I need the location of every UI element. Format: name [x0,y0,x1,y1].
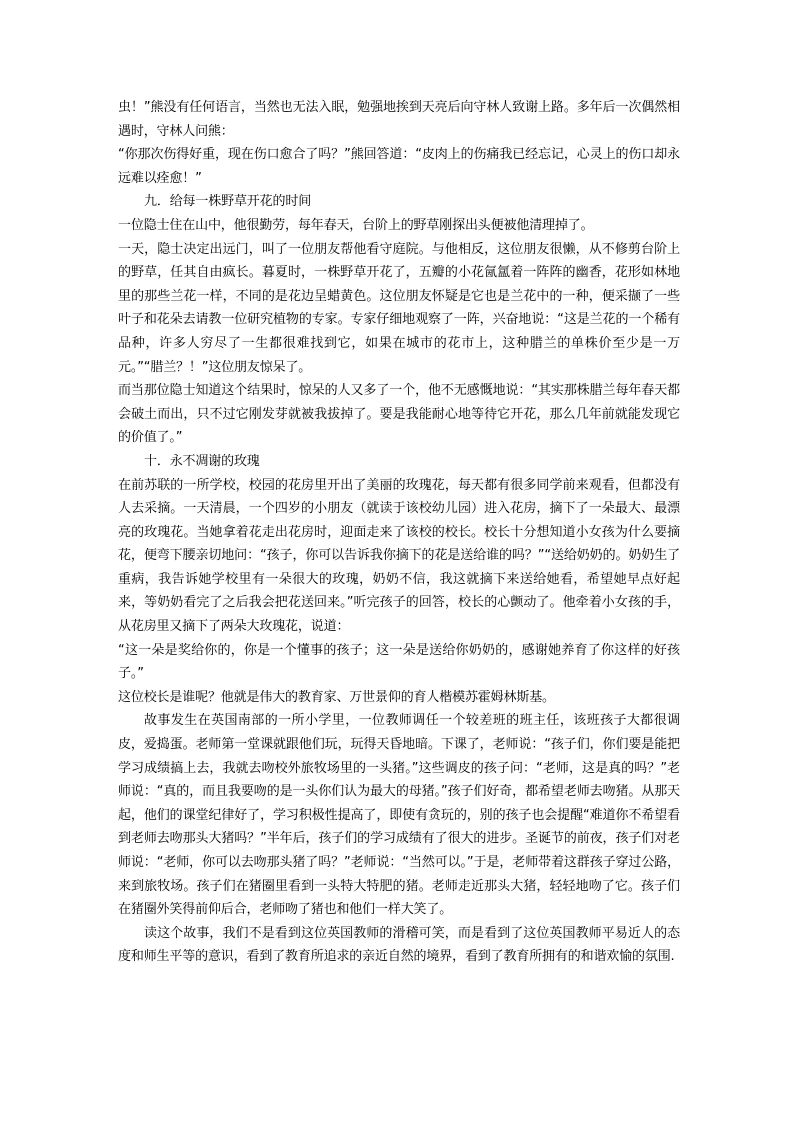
paragraph-hermit-reflection: 而当那位隐士知道这个结果时，惊呆的人又多了一个，他不无感慨地说：“其实那株腊兰每年春天都会破土而出，只不过它刚发芽就被我拔掉了。要是我能耐心地等待它开花，那么几年前就能发现它的价值了。” [118,383,680,446]
paragraph-bear-reply: “你那次伤得好重，现在伤口愈合了吗？”熊回答道：“皮肉上的伤痛我已经忘记，心灵上的伤口却永远难以痊愈！” [118,147,680,186]
document-page [118,96,680,969]
paragraph-conclusion: 读这个故事，我们不是看到这位英国教师的滑稽可笑，而是看到了这位英国教师平易近人的态度和师生平等的意识，看到了教育所追求的亲近自然的境界，看到了教育所拥有的和谐欢愉的氛围. [118,925,680,965]
paragraph-bear-story-end: 虫！”熊没有任何语言，当然也无法入眠，勉强地挨到天亮后向守林人致谢上路。多年后一次偶然相遇时，守林人问熊： [118,100,680,139]
section-heading-nine: 九．给每一株野草开花的时间 [144,194,312,210]
paragraph-principal-identity: 这位校长是谁呢？他就是伟大的教育家、万世景仰的育人楷模苏霍姆林斯基。 [118,689,555,705]
paragraph-rose-story: 在前苏联的一所学校，校园的花房里开出了美丽的玫瑰花，每天都有很多同学前来观看，但都没有人去采摘。一天清晨，一个四岁的小朋友（就读于该校幼儿园）进入花房，摘下了一朵最大、最漂亮的玫瑰花。当她拿着花走出花房时，迎面走来了该校的校长。校长十分想知道小女孩为什么要摘花，便弯下腰亲切地问：“孩子，你可以告诉我你摘下的花是送给谁的吗？”“送给奶奶的。奶奶生了重病，我告诉她学校里有一朵很大的玫瑰，奶奶不信，我这就摘下来送给她看，希望她早点好起来，等奶奶看完了之后我会把花送回来。”听完孩子的回答，校长的心颤动了。他牵着小女孩的手，从花房里又摘下了两朵大玫瑰花，说道： [118,477,680,635]
paragraph-hermit-intro: 一位隐士住在山中，他很勤劳，每年春天，台阶上的野草刚探出头便被他清理掉了。 [118,217,594,233]
section-heading-ten: 十．永不凋谢的玫瑰 [144,453,260,469]
paragraph-pig-story: 故事发生在英国南部的一所小学里，一位教师调任一个较差班的班主任，该班孩子大都很调皮，爱捣蛋。老师第一堂课就跟他们玩，玩得天昏地暗。下课了，老师说：“孩子们，你们要是能把学习成绩搞上去，我就去吻校外旅牧场里的一头猪。”这些调皮的孩子问：“老师，这是真的吗？”老师说：“真的，而且我要吻的是一头你们认为最大的母猪。”孩子们好奇，都希望老师去吻猪。从那天起，他们的课堂纪律好了，学习积极性提高了，即使有贪玩的，别的孩子也会提醒“难道你不希望看到老师去吻那头大猪吗？”半年后，孩子们的学习成绩有了很大的进步。圣诞节的前夜，孩子们对老师说：“老师，你可以去吻那头猪了吗？”老师说：“当然可以。”于是，老师带着这群孩子穿过公路，来到旅牧场。孩子们在猪圈里看到一头特大特肥的猪。老师走近那头大猪，轻轻地吻了它。孩子们在猪圈外笑得前仰后合，老师吻了猪也和他们一样大笑了。 [118,713,680,918]
paragraph-principal-quote: “这一朵是奖给你的，你是一个懂事的孩子；这一朵是送给你奶奶的，感谢她养育了你这样的好孩子。” [118,642,680,682]
paragraph-hermit-friend: 一天，隐士决定出远门，叫了一位朋友帮他看守庭院。与他相反，这位朋友很懒，从不修剪台阶上的野草，任其自由疯长。暮夏时，一株野草开花了，五瓣的小花氤氲着一阵阵的幽香，花形如林地里的那些兰花一样，不同的是花边呈蜡黄色。这位朋友怀疑是它也是兰花中的一种，便采撷了一些叶子和花朵去请教一位研究植物的专家。专家仔细地观察了一阵，兴奋地说：“这是兰花的一个稀有品种，许多人穷尽了一生都很难找到它，如果在城市的花市上，这种腊兰的单株价至少是一万元。”“腊兰？！”这位朋友惊呆了。 [118,241,680,375]
